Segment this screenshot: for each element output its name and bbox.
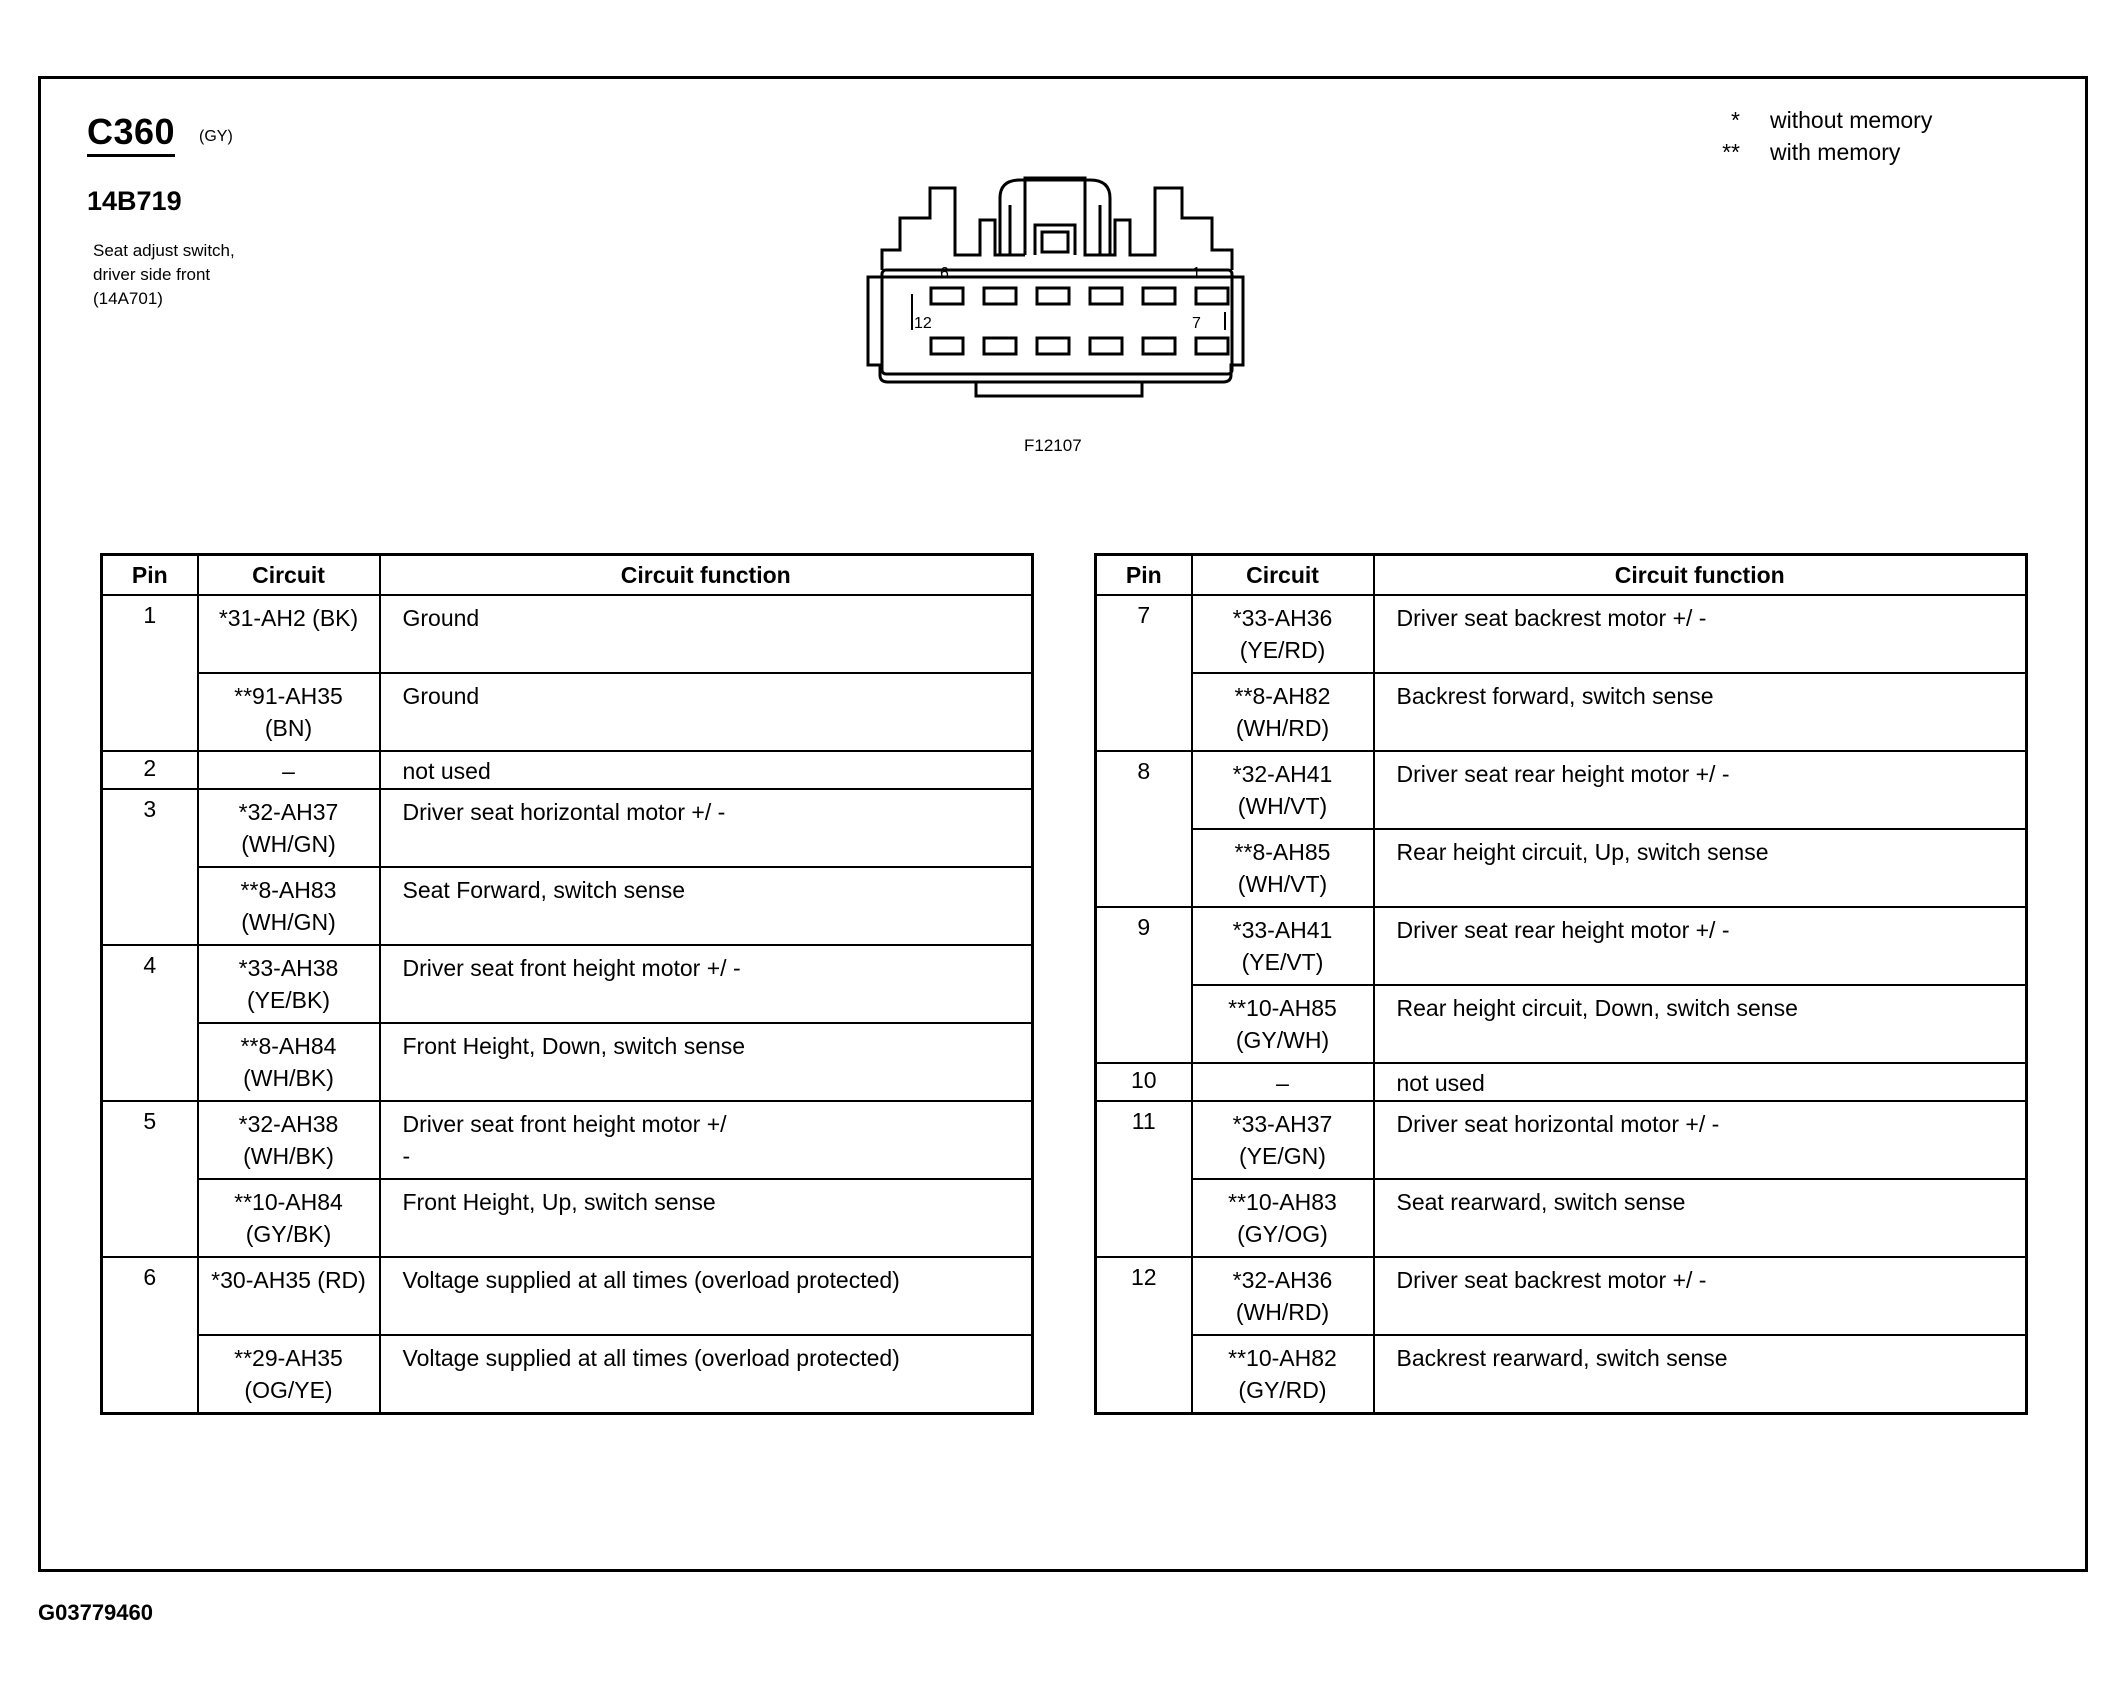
circuit-line: (WH/GN) (241, 831, 336, 857)
legend-meaning: with memory (1770, 139, 1901, 165)
function-cell (380, 673, 1033, 751)
function-cell (380, 1257, 1033, 1335)
function-cell (1374, 1063, 2027, 1101)
function-line: Front Height, Up, switch sense (402, 1189, 716, 1215)
circuit-cell (198, 1335, 380, 1413)
function-line: Driver seat front height motor +/ - (402, 955, 741, 981)
function-line: Seat rearward, switch sense (1396, 1189, 1686, 1215)
function-line: Driver seat front height motor +/ (402, 1111, 727, 1137)
function-line: Backrest forward, switch sense (1396, 683, 1714, 709)
function-line: not used (1396, 1070, 1485, 1096)
function-line: Driver seat horizontal motor +/ - (402, 799, 726, 825)
pin-cavities (931, 288, 1228, 354)
circuit-line: (WH/GN) (241, 909, 336, 935)
legend-meaning: without memory (1770, 107, 1933, 133)
legend (1690, 104, 1932, 168)
circuit-line: (YE/VT) (1241, 949, 1324, 975)
table-row (102, 789, 1033, 867)
function-cell (1374, 1179, 2027, 1257)
circuit-cell (198, 1179, 380, 1257)
table-row (102, 945, 1033, 1023)
circuit-line: *32-AH38 (238, 1111, 339, 1137)
circuit-line: – (282, 758, 295, 784)
function-cell (1374, 907, 2027, 985)
table-row (102, 595, 1033, 673)
function-line: Driver seat backrest motor +/ - (1396, 1267, 1707, 1293)
table-row (102, 1179, 1033, 1257)
pin-number: 8 (1096, 751, 1192, 907)
table-row (1096, 907, 2027, 985)
pin-cavity (1143, 338, 1175, 354)
circuit-line: (WH/RD) (1235, 715, 1330, 741)
circuit-line: (YE/BK) (246, 987, 331, 1013)
function-cell (1374, 1101, 2027, 1179)
function-line: not used (402, 758, 491, 784)
function-cell (1374, 595, 2027, 673)
pin-label-7: 7 (1192, 315, 1201, 332)
circuit-line: **10-AH82 (1228, 1345, 1337, 1371)
circuit-line: (WH/VT) (1237, 793, 1328, 819)
table-row (102, 1023, 1033, 1101)
table-row (102, 1335, 1033, 1413)
table-row (102, 1257, 1033, 1335)
column-header-pin: Pin (102, 555, 198, 596)
column-header-function: Circuit function (380, 555, 1033, 596)
function-cell (380, 1101, 1033, 1179)
circuit-cell (198, 1023, 380, 1101)
circuit-line: **10-AH85 (1228, 995, 1337, 1021)
table-row (1096, 1101, 2027, 1179)
table-row (1096, 1179, 2027, 1257)
circuit-line: (WH/VT) (1237, 871, 1328, 897)
circuit-line: *33-AH38 (238, 955, 339, 981)
function-line: Driver seat rear height motor +/ - (1396, 917, 1730, 943)
table-row (1096, 985, 2027, 1063)
function-line: Voltage supplied at all times (overload protected) (402, 1345, 900, 1371)
circuit-cell (1192, 1257, 1374, 1335)
pin-cavity (984, 288, 1016, 304)
pin-number: 2 (102, 751, 198, 789)
function-line: - (402, 1143, 411, 1169)
legend-entry (1690, 104, 1932, 136)
table-row (102, 867, 1033, 945)
pin-cavity (1196, 288, 1228, 304)
pin-cavity (1143, 288, 1175, 304)
function-cell (1374, 1335, 2027, 1413)
table-row (102, 1101, 1033, 1179)
circuit-line: (YE/RD) (1239, 637, 1326, 663)
connector-description (93, 239, 235, 311)
circuit-line: **29-AH35 (234, 1345, 343, 1371)
pin-number: 3 (102, 789, 198, 945)
circuit-line: *31-AH2 (BK) (218, 605, 359, 631)
table-header-row (102, 555, 1033, 596)
circuit-cell (1192, 1335, 1374, 1413)
pin-cavity (1037, 288, 1069, 304)
circuit-cell (198, 595, 380, 673)
circuit-cell (1192, 907, 1374, 985)
circuit-line: (WH/BK) (243, 1065, 334, 1091)
circuit-cell (1192, 829, 1374, 907)
circuit-line: (GY/WH) (1235, 1027, 1330, 1053)
function-line: Rear height circuit, Up, switch sense (1396, 839, 1769, 865)
table-row (102, 751, 1033, 789)
pin-number: 9 (1096, 907, 1192, 1063)
function-cell (1374, 673, 2027, 751)
function-line: Ground (402, 605, 480, 631)
column-header-circuit: Circuit (1192, 555, 1374, 596)
function-cell (380, 751, 1033, 789)
function-cell (380, 945, 1033, 1023)
circuit-line: *33-AH41 (1232, 917, 1333, 943)
pinout-table-left (100, 553, 1034, 1415)
circuit-line: (YE/GN) (1239, 1143, 1326, 1169)
circuit-line: **10-AH84 (234, 1189, 343, 1215)
function-cell (380, 867, 1033, 945)
function-line: Front Height, Down, switch sense (402, 1033, 746, 1059)
table-row (1096, 829, 2027, 907)
circuit-line: **8-AH85 (1234, 839, 1331, 865)
pin-cavity (1090, 288, 1122, 304)
circuit-cell (1192, 1179, 1374, 1257)
table-header-row (1096, 555, 2027, 596)
circuit-cell (1192, 751, 1374, 829)
circuit-line: **91-AH35 (234, 683, 343, 709)
circuit-cell (1192, 1063, 1374, 1101)
circuit-line: (WH/BK) (243, 1143, 334, 1169)
function-cell (1374, 751, 2027, 829)
table-row (1096, 1335, 2027, 1413)
circuit-line: *32-AH41 (1232, 761, 1333, 787)
function-line: Voltage supplied at all times (overload protected) (402, 1267, 900, 1293)
circuit-line: (GY/OG) (1237, 1221, 1328, 1247)
figure-label: F12107 (1024, 436, 1082, 455)
circuit-cell (198, 867, 380, 945)
circuit-line: **10-AH83 (1228, 1189, 1337, 1215)
function-cell (380, 789, 1033, 867)
description-line: driver side front (93, 265, 211, 284)
function-cell (380, 595, 1033, 673)
pin-cavity (931, 288, 963, 304)
pin-number: 10 (1096, 1063, 1192, 1101)
pin-number: 5 (102, 1101, 198, 1257)
circuit-line: *33-AH36 (1232, 605, 1333, 631)
part-number: 14B719 (87, 186, 182, 216)
function-cell (380, 1023, 1033, 1101)
circuit-line: **8-AH82 (1234, 683, 1331, 709)
circuit-line: (WH/RD) (1235, 1299, 1330, 1325)
circuit-line: (OG/YE) (244, 1377, 333, 1403)
function-line: Ground (402, 683, 480, 709)
pin-number: 11 (1096, 1101, 1192, 1257)
pin-number: 1 (102, 595, 198, 751)
table-row (102, 673, 1033, 751)
pin-cavity (984, 338, 1016, 354)
connector-color: (GY) (199, 128, 233, 145)
function-line: Driver seat horizontal motor +/ - (1396, 1111, 1720, 1137)
circuit-cell (198, 1101, 380, 1179)
legend-entry (1690, 136, 1932, 168)
table-row (1096, 595, 2027, 673)
circuit-cell (198, 789, 380, 867)
pin-cavity (1090, 338, 1122, 354)
circuit-cell (1192, 673, 1374, 751)
pin-cavity (1196, 338, 1228, 354)
function-line: Rear height circuit, Down, switch sense (1396, 995, 1798, 1021)
pin-cavity (1037, 338, 1069, 354)
function-cell (1374, 829, 2027, 907)
pin-number: 4 (102, 945, 198, 1101)
table-row (1096, 1063, 2027, 1101)
circuit-line: *32-AH37 (238, 799, 339, 825)
pin-label-1: 1 (1192, 265, 1201, 282)
circuit-line: **8-AH84 (240, 1033, 337, 1059)
column-header-circuit: Circuit (198, 555, 380, 596)
function-line: Seat Forward, switch sense (402, 877, 686, 903)
description-line: Seat adjust switch, (93, 241, 235, 260)
circuit-line: (GY/RD) (1238, 1377, 1327, 1403)
table-row (1096, 751, 2027, 829)
function-cell (1374, 1257, 2027, 1335)
circuit-line: (BN) (264, 715, 313, 741)
circuit-cell (198, 751, 380, 789)
connector-face-drawing (860, 170, 1260, 410)
table-row (1096, 673, 2027, 751)
circuit-cell (198, 1257, 380, 1335)
circuit-cell (1192, 985, 1374, 1063)
table-row (1096, 1257, 2027, 1335)
function-cell (380, 1335, 1033, 1413)
pinout-table-right (1094, 553, 2028, 1415)
pin-number: 12 (1096, 1257, 1192, 1413)
legend-symbol: ** (1722, 139, 1740, 165)
legend-symbol: * (1731, 107, 1740, 133)
circuit-cell (198, 945, 380, 1023)
circuit-line: *30-AH35 (RD) (211, 1267, 366, 1293)
pin-number: 6 (102, 1257, 198, 1413)
document-id: G03779460 (38, 1600, 153, 1625)
pin-number: 7 (1096, 595, 1192, 751)
function-line: Backrest rearward, switch sense (1396, 1345, 1728, 1371)
column-header-function: Circuit function (1374, 555, 2027, 596)
circuit-line: **8-AH83 (240, 877, 337, 903)
pin-cavity (931, 338, 963, 354)
function-line: Driver seat rear height motor +/ - (1396, 761, 1730, 787)
function-line: Driver seat backrest motor +/ - (1396, 605, 1707, 631)
column-header-pin: Pin (1096, 555, 1192, 596)
pin-label-12: 12 (914, 315, 932, 332)
function-cell (1374, 985, 2027, 1063)
circuit-cell (1192, 595, 1374, 673)
connector-code: C360 (87, 112, 175, 157)
circuit-cell (198, 673, 380, 751)
circuit-line: (GY/BK) (245, 1221, 332, 1247)
circuit-line: *32-AH36 (1232, 1267, 1333, 1293)
circuit-line: – (1276, 1070, 1289, 1096)
circuit-line: *33-AH37 (1232, 1111, 1333, 1137)
description-line: (14A701) (93, 289, 163, 308)
pin-label-6: 6 (940, 265, 949, 282)
function-cell (380, 1179, 1033, 1257)
circuit-cell (1192, 1101, 1374, 1179)
